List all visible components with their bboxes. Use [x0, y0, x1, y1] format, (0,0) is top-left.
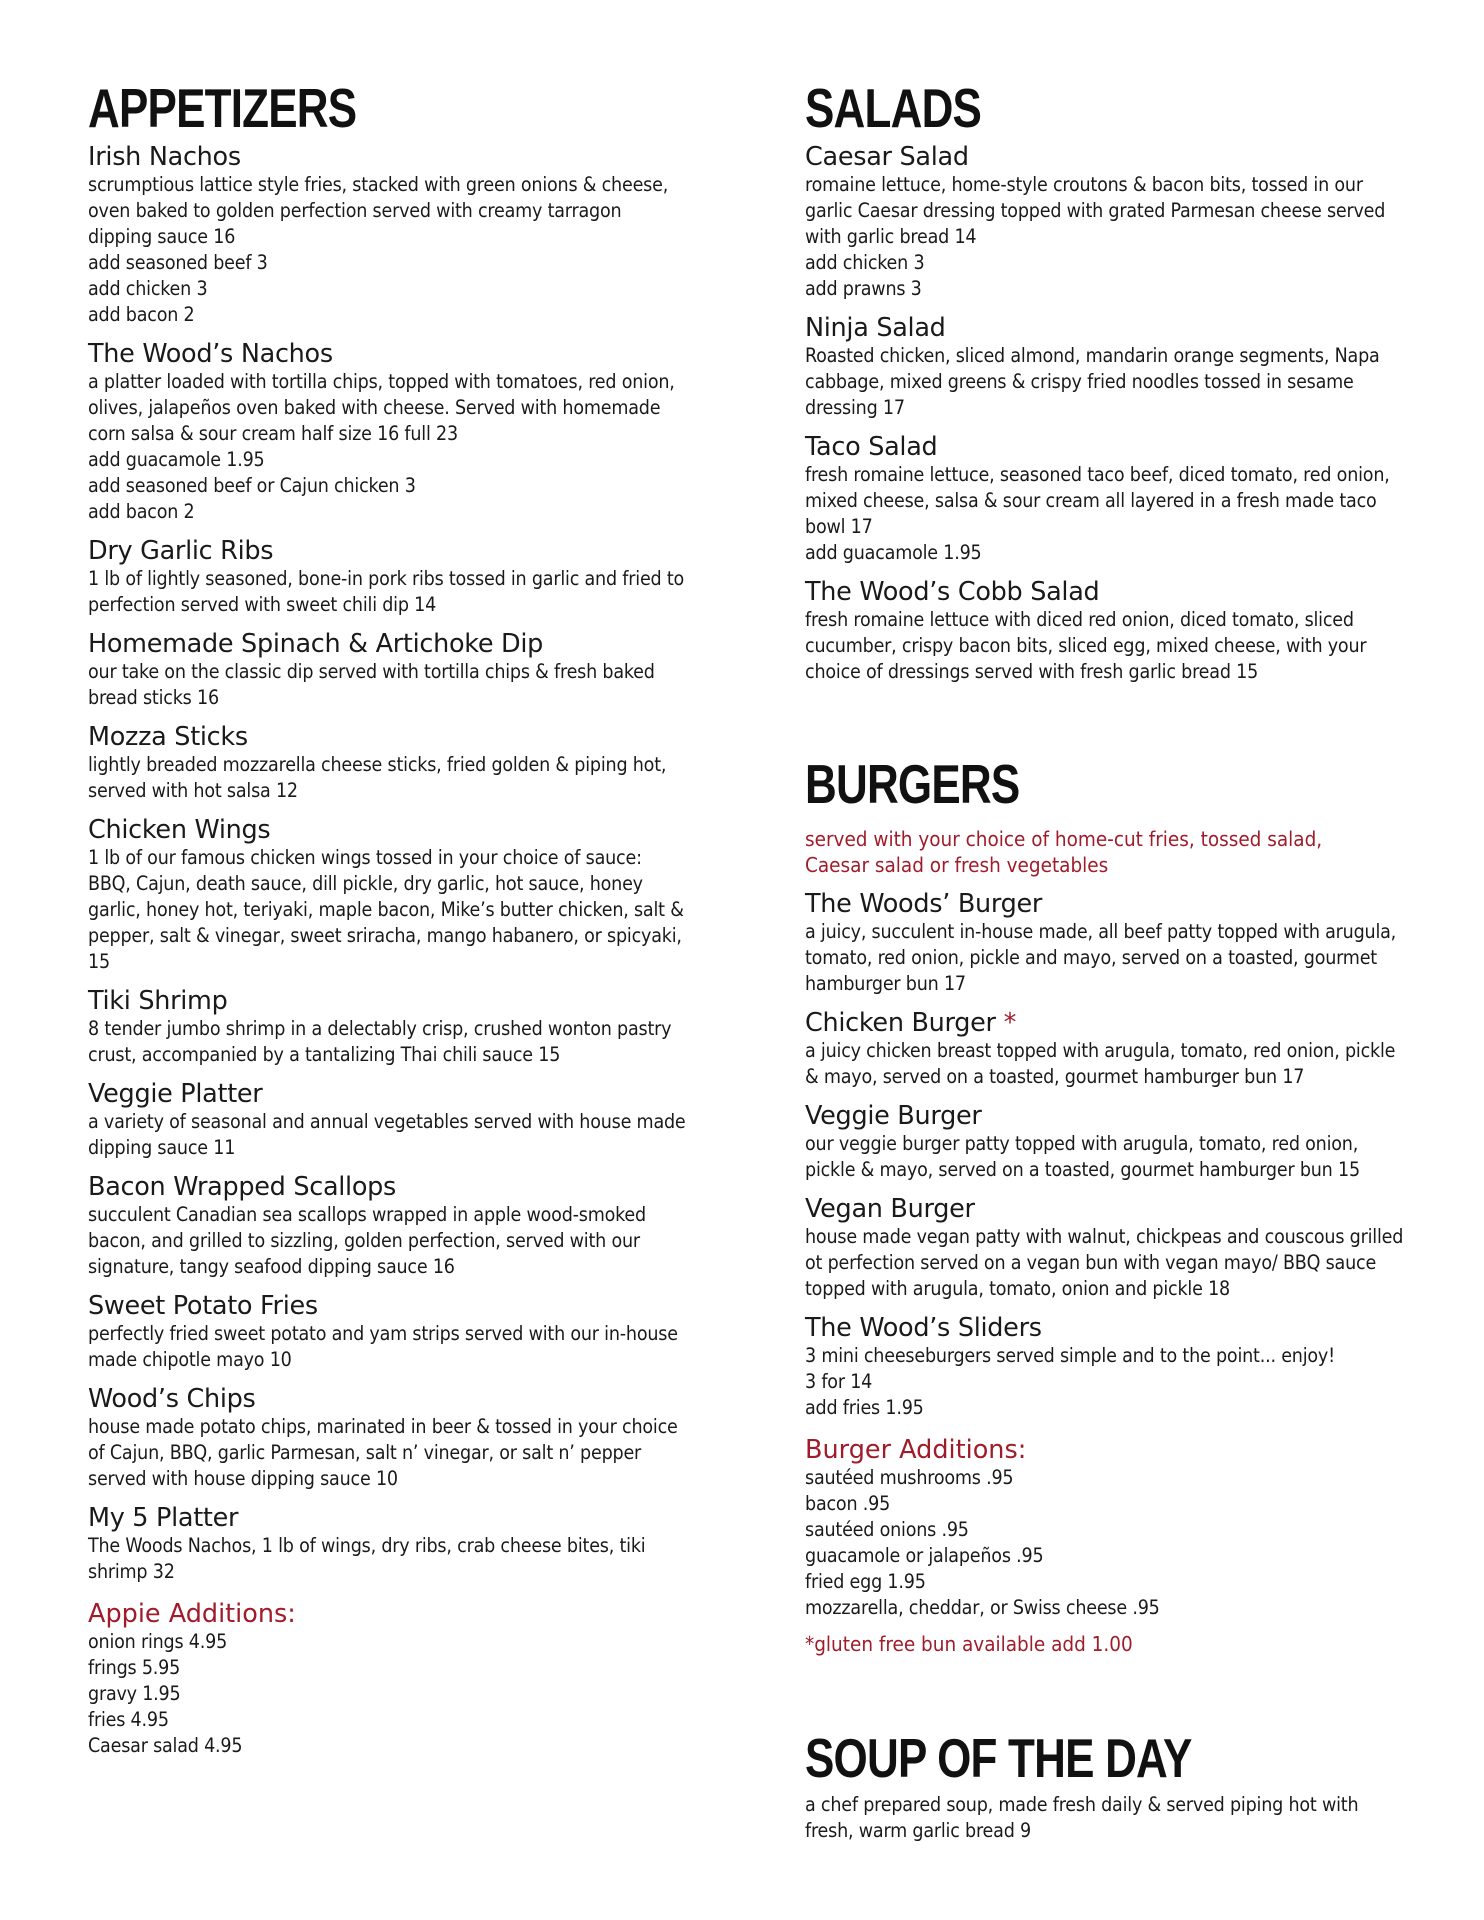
item-price: 17	[850, 515, 873, 538]
item-name: Chicken Burger *	[805, 1008, 1017, 1038]
item-price: 15	[538, 1043, 561, 1066]
menu-item	[805, 432, 1405, 566]
menu-item	[88, 536, 688, 618]
menu-item	[805, 1313, 1405, 1421]
menu-item	[88, 1503, 688, 1585]
item-name: Veggie Platter	[88, 1079, 263, 1109]
item-name: Mozza Sticks	[88, 722, 248, 752]
item-description: a variety of seasonal and annual vegetables served with house made dipping sauce 11	[88, 1110, 686, 1159]
item-description: our veggie burger patty topped with arugula, tomato, red onion, pickle & mayo, served on a toasted, gourmet hamburger bun 15	[805, 1132, 1360, 1181]
menu-item	[805, 1008, 1405, 1090]
item-extra: add fries 1.95	[805, 1396, 924, 1419]
item-price: 17	[882, 396, 905, 419]
addition-item: frings 5.95	[88, 1656, 181, 1679]
item-description: house made vegan patty with walnut, chickpeas and couscous grilled ot perfection served on a vegan bun with vegan mayo/ BBQ sauce topped with arugula, tomato, onion and pickle 18	[805, 1225, 1404, 1300]
menu-item	[805, 1101, 1405, 1183]
item-description: house made potato chips, marinated in beer & tossed in your choice of Cajun, BBQ, garlic Parmesan, salt n’ vinegar, or salt n’ pepper	[88, 1415, 678, 1464]
item-name: Wood’s Chips	[88, 1384, 256, 1414]
addition-item: onion rings 4.95	[88, 1630, 228, 1653]
item-description: a juicy, succulent in-house made, all beef patty topped with arugula, tomato, red onion, pickle and mayo, served on a toasted, gourmet hamburger bun 17	[805, 920, 1397, 995]
item-name: The Wood’s Sliders	[805, 1313, 1042, 1343]
item-description-extra: served with house dipping sauce 10	[88, 1467, 398, 1490]
item-description: 1 lb of our famous chicken wings tossed in your choice of sauce: BBQ, Cajun, death sauce, dill pickle, dry garlic, hot sauce, honey garlic, honey hot, teriyaki, maple bacon, Mike’s butter chicken, salt & pepper, salt & vinegar, sweet sriracha, mango habanero, or spicyaki, 15	[88, 846, 684, 973]
item-name: The Woods’ Burger	[805, 889, 1043, 919]
item-description: romaine lettuce, home-style croutons & bacon bits, tossed in our garlic Caesar dressing topped with grated Parmesan cheese served with garlic bread 14	[805, 173, 1386, 248]
menu-item	[88, 815, 688, 975]
item-price: 12	[275, 779, 298, 802]
addition-item: Caesar salad 4.95	[88, 1734, 243, 1757]
item-extra: 3 for 14	[805, 1370, 873, 1393]
item-description: The Woods Nachos, 1 lb of wings, dry ribs, crab cheese bites, tiki shrimp 32	[88, 1534, 646, 1583]
item-price: 15	[88, 950, 110, 973]
item-name: Chicken Wings	[88, 815, 271, 845]
item-description: our take on the classic dip served with tortilla chips & fresh baked bread sticks 16	[88, 660, 655, 709]
item-price: 32	[152, 1560, 175, 1583]
burgers-title: BURGERS	[805, 753, 1020, 815]
item-price: half size 16 full 23	[301, 422, 458, 445]
menu-item	[88, 1291, 688, 1373]
menu-item	[805, 313, 1405, 421]
appie-additions-title: Appie Additions:	[88, 1599, 296, 1629]
item-description: perfectly fried sweet potato and yam strips served with our in-house made chipotle mayo 10	[88, 1322, 678, 1371]
item-price: 17	[943, 972, 966, 995]
menu-item	[88, 629, 688, 711]
addition-item: sautéed mushrooms .95	[805, 1466, 1014, 1489]
item-description: 3 mini cheeseburgers served simple and to the point... enjoy!	[805, 1344, 1335, 1367]
item-description: Roasted chicken, sliced almond, mandarin orange segments, Napa cabbage, mixed greens & crispy fried noodles tossed in sesame dressing 17	[805, 344, 1380, 419]
item-name: The Wood’s Nachos	[88, 339, 333, 369]
item-extra: add bacon 2	[88, 303, 195, 326]
menu-item	[88, 1079, 688, 1161]
item-name: Sweet Potato Fries	[88, 1291, 318, 1321]
menu-item	[88, 1384, 688, 1492]
gluten-free-note: *gluten free bun available add 1.00	[805, 1632, 1133, 1656]
menu-item	[88, 986, 688, 1068]
salads-title: SALADS	[805, 77, 982, 139]
item-description: fresh romaine lettuce with diced red onion, diced tomato, sliced cucumber, crispy bacon bits, sliced egg, mixed cheese, with your choice of dressings served with fresh garlic bread 15	[805, 608, 1367, 683]
addition-item: mozzarella, cheddar, or Swiss cheese .95	[805, 1596, 1160, 1619]
menu-item	[88, 339, 688, 525]
item-description: lightly breaded mozzarella cheese sticks, fried golden & piping hot, served with hot salsa 12	[88, 753, 667, 802]
item-description: 8 tender jumbo shrimp in a delectably crisp, crushed wonton pastry crust, accompanied by a tantalizing Thai chili sauce 15	[88, 1017, 672, 1066]
item-description: a platter loaded with tortilla chips, topped with tomatoes, red onion, olives, jalapeños oven baked with cheese. Served with homemade corn salsa & sour cream half size 16 full 23	[88, 370, 675, 445]
soup-description: a chef prepared soup, made fresh daily & served piping hot with fresh, warm garlic bread 9	[805, 1793, 1359, 1842]
item-name: Irish Nachos	[88, 142, 241, 172]
item-price: 16	[432, 1255, 455, 1278]
burgers-sides-note: served with your choice of home-cut fries, tossed salad, Caesar salad or fresh vegetables	[805, 827, 1323, 877]
menu-item	[805, 577, 1405, 685]
menu-item	[805, 1194, 1405, 1302]
item-price: 9	[1020, 1819, 1031, 1842]
item-description: 1 lb of lightly seasoned, bone-in pork ribs tossed in garlic and fried to perfection served with sweet chili dip 14	[88, 567, 685, 616]
menu-item	[805, 889, 1405, 997]
item-name: The Wood’s Cobb Salad	[805, 577, 1100, 607]
appetizers-column	[88, 77, 688, 1759]
addition-item: fried egg 1.95	[805, 1570, 926, 1593]
menu-item	[88, 722, 688, 804]
item-extra: add seasoned beef 3	[88, 251, 268, 274]
item-price: 15	[1236, 660, 1259, 683]
addition-item: sautéed onions .95	[805, 1518, 969, 1541]
addition-item: fries 4.95	[88, 1708, 169, 1731]
item-price: 15	[1337, 1158, 1360, 1181]
item-extra: add chicken 3	[88, 277, 208, 300]
asterisk-mark: *	[1003, 1008, 1017, 1038]
soup-section	[805, 1727, 1405, 1844]
item-price: 17	[1282, 1065, 1305, 1088]
item-extra: add chicken 3	[805, 251, 925, 274]
appetizers-title: APPETIZERS	[88, 77, 357, 139]
burger-additions-title: Burger Additions:	[805, 1435, 1027, 1465]
item-name: Taco Salad	[805, 432, 938, 462]
item-price: 10	[269, 1348, 292, 1371]
item-description: succulent Canadian sea scallops wrapped in apple wood-smoked bacon, and grilled to sizzling, golden perfection, served with our signature, tangy seafood dipping sauce 16	[88, 1203, 646, 1278]
item-name: Bacon Wrapped Scallops	[88, 1172, 397, 1202]
item-name: My 5 Platter	[88, 1503, 239, 1533]
item-extra: add guacamole 1.95	[805, 541, 982, 564]
item-description: scrumptious lattice style fries, stacked with green onions & cheese, oven baked to golden perfection served with creamy tarragon dipping sauce 16	[88, 173, 669, 248]
item-name: Tiki Shrimp	[88, 986, 228, 1016]
item-extra: add seasoned beef or Cajun chicken 3	[88, 474, 416, 497]
item-extra: add bacon 2	[88, 500, 195, 523]
item-price: 14	[414, 593, 437, 616]
menu-item	[805, 142, 1405, 302]
addition-item: bacon .95	[805, 1492, 891, 1515]
salads-section	[805, 77, 1405, 685]
item-name: Homemade Spinach & Artichoke Dip	[88, 629, 544, 659]
addition-item: guacamole or jalapeños .95	[805, 1544, 1044, 1567]
item-extra: add guacamole 1.95	[88, 448, 265, 471]
burgers-section	[805, 753, 1405, 1657]
item-price: 16	[197, 686, 219, 709]
item-price: 16	[213, 225, 236, 248]
item-name: Ninja Salad	[805, 313, 946, 343]
item-extra: add prawns 3	[805, 277, 922, 300]
item-description: a juicy chicken breast topped with arugula, tomato, red onion, pickle & mayo, served on a toasted, gourmet hamburger bun 17	[805, 1039, 1396, 1088]
item-name: Dry Garlic Ribs	[88, 536, 274, 566]
item-price: 14	[954, 225, 977, 248]
addition-item: gravy 1.95	[88, 1682, 181, 1705]
item-price: 11	[213, 1136, 236, 1159]
item-name: Vegan Burger	[805, 1194, 975, 1224]
item-price: 18	[1208, 1277, 1230, 1300]
soup-title: SOUP OF THE DAY	[805, 1727, 1192, 1789]
menu-item	[88, 142, 688, 328]
item-price: 10	[375, 1467, 398, 1490]
item-name: Caesar Salad	[805, 142, 969, 172]
menu-item	[88, 1172, 688, 1280]
item-name: Veggie Burger	[805, 1101, 982, 1131]
item-description: fresh romaine lettuce, seasoned taco beef, diced tomato, red onion, mixed cheese, salsa & sour cream all layered in a fresh made taco bowl 17	[805, 463, 1390, 538]
